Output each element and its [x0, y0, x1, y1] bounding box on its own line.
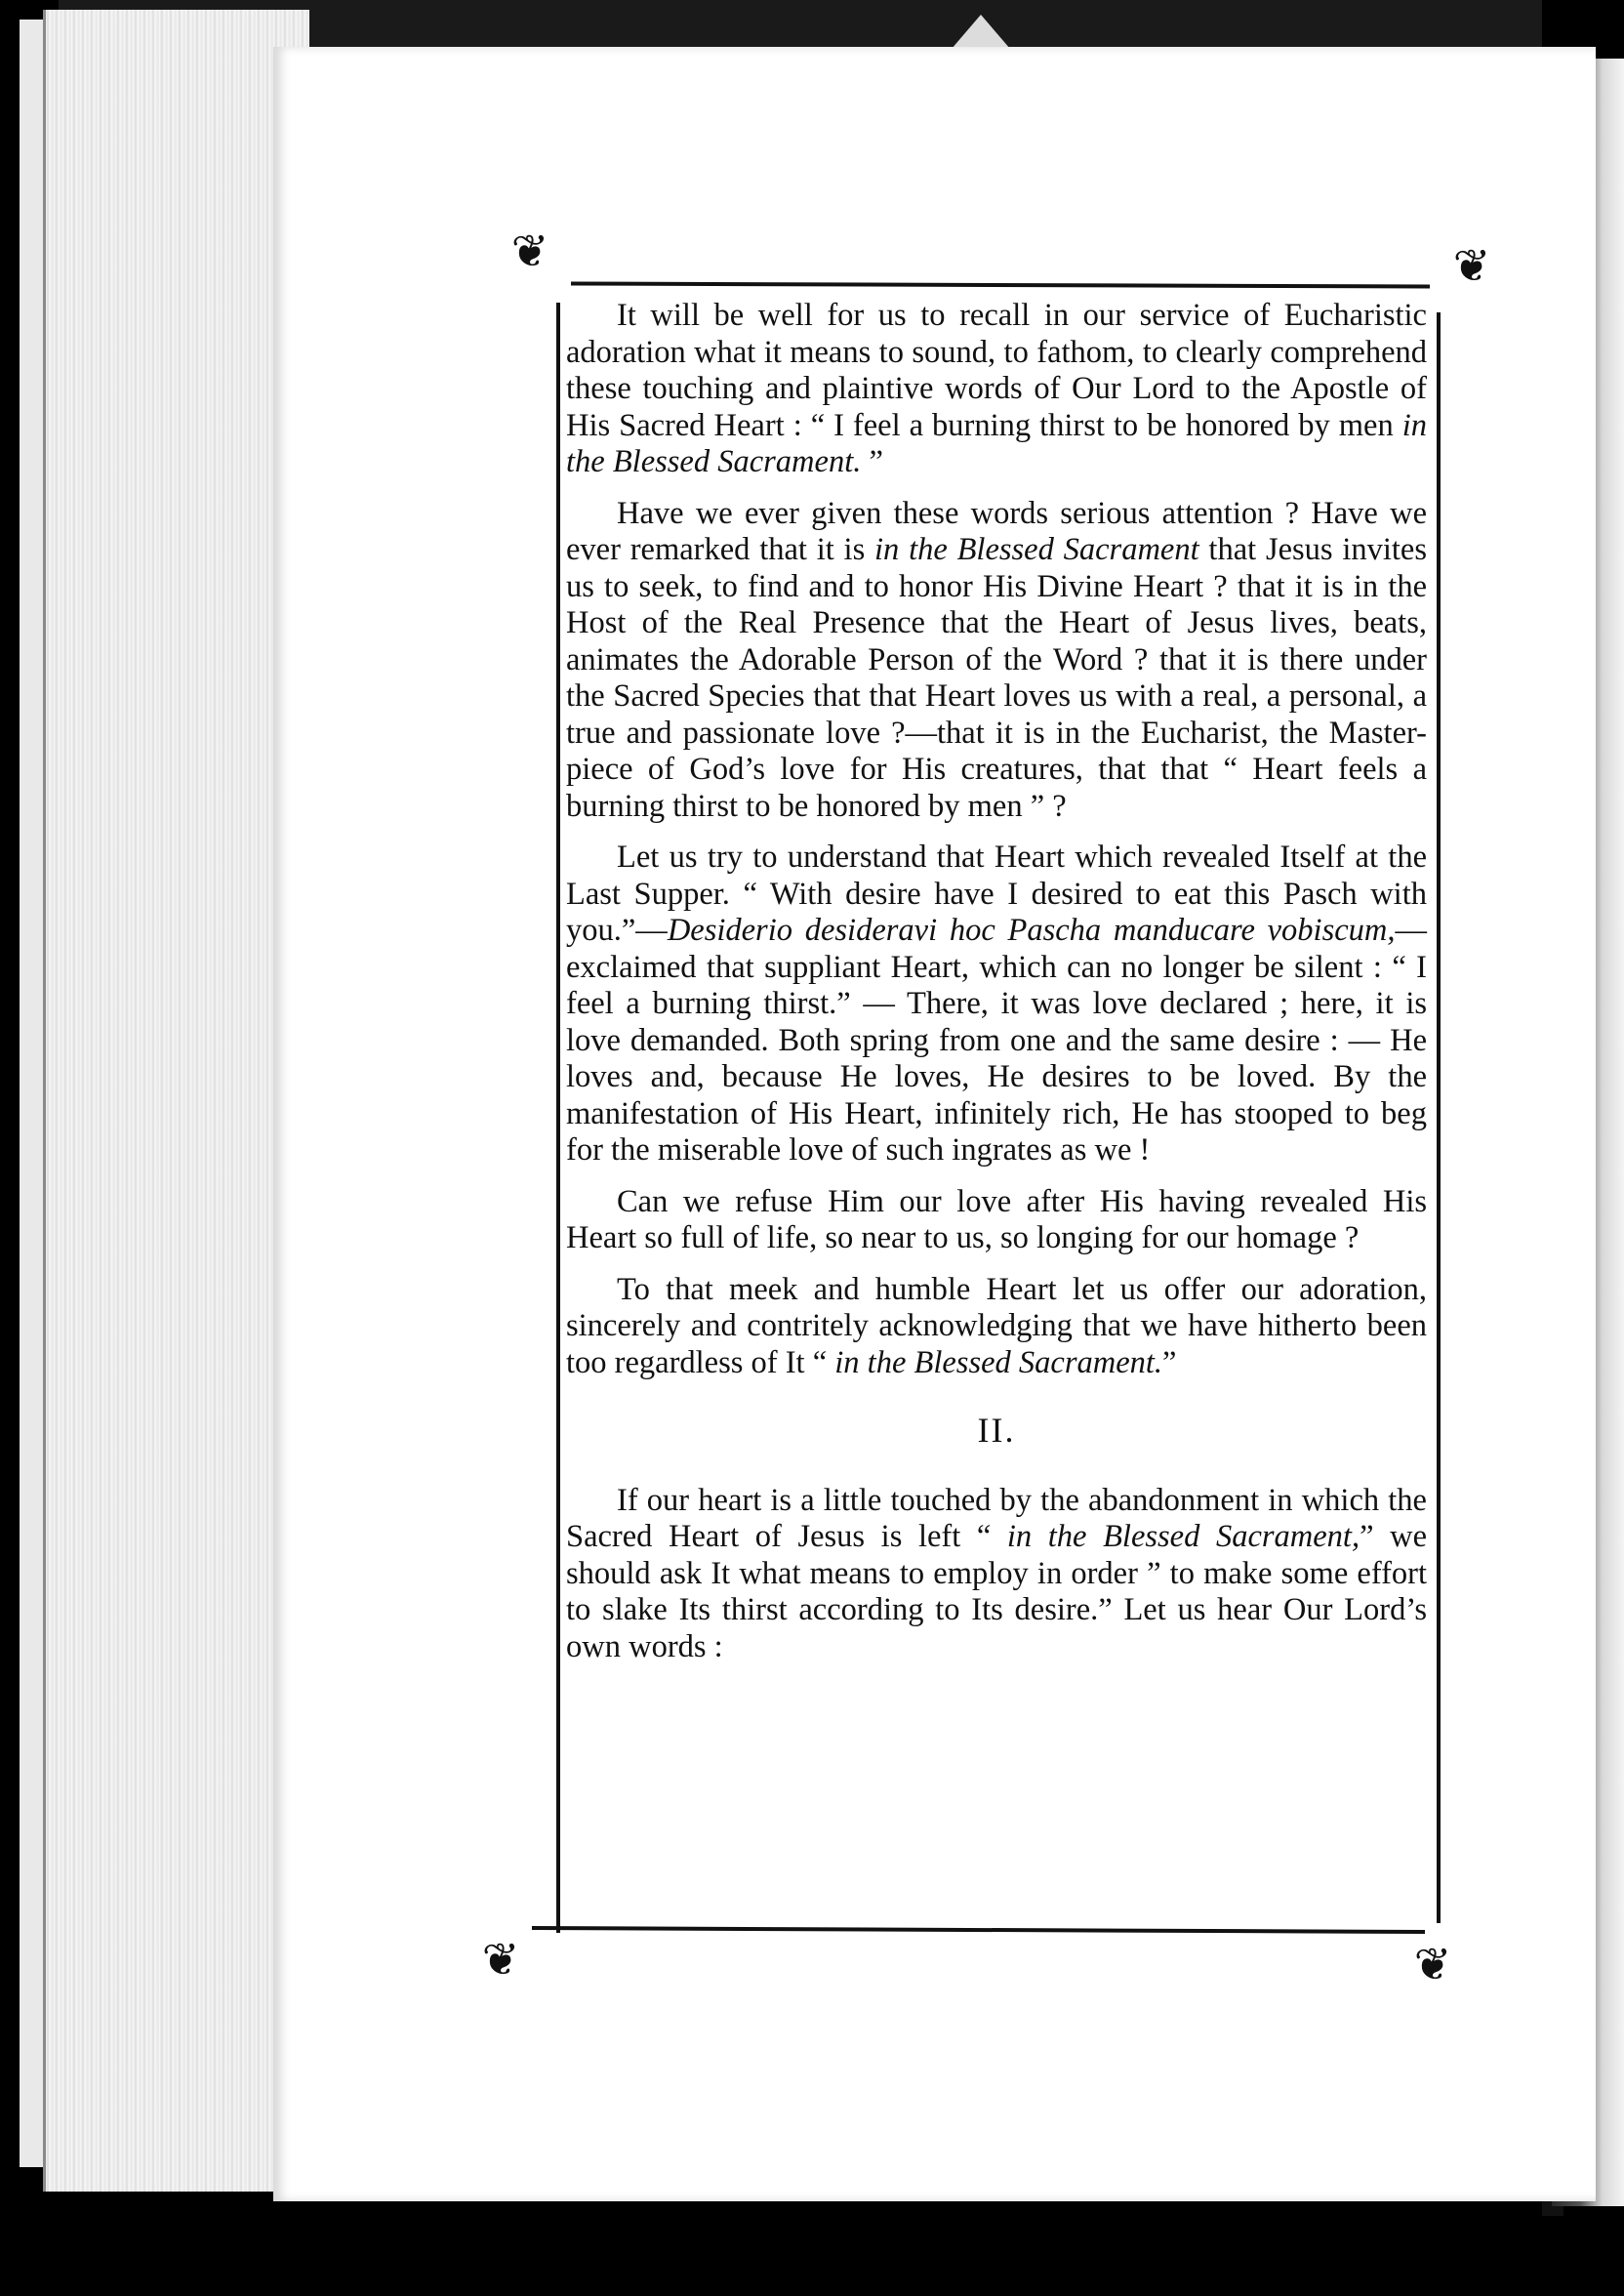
paragraph: [566, 1184, 1427, 1257]
text-run: To that meek and humble Heart let us offer our adoration, sincerely and contritely acknowledging that we have hitherto been too regardless of It “: [566, 1271, 1427, 1380]
italic-text: in the Blessed Sacrament,: [1006, 1519, 1360, 1554]
frame-left-rule: [556, 303, 560, 1933]
frame-right-rule: [1437, 312, 1441, 1923]
paragraph: [566, 1483, 1427, 1666]
section-heading: II.: [977, 1411, 1016, 1450]
grape-leaf-corner-icon: ❦: [1413, 1940, 1452, 1989]
text-run: If our heart is a little touched by the abandonment in which the Sacred Heart of Jesus is left “: [566, 1482, 1427, 1554]
text-run: ” we should ask It what means to employ in order ” to make some effort to slake Its thirst according to Its desire.” Let us hear Our Lord’s own words :: [566, 1519, 1427, 1664]
grape-leaf-corner-icon: ❦: [510, 226, 549, 276]
paragraph: [566, 496, 1427, 826]
text-run: —exclaimed that suppliant Heart, which can no longer be silent : “ I feel a burning thirst.” — There, it was love declared ; here, it is love demanded. Both spring from one and the same desire : — He loves and, because He loves, He desires to be loved. By the manifestation of His Heart, infinitely rich, He has stooped to beg for the miserable love of such ingrates as we !: [566, 913, 1427, 1168]
paragraph: [566, 840, 1427, 1169]
text-run: Have we ever given these words serious attention ? Have we ever remarked that it is: [566, 495, 1427, 567]
text-run: ”: [1162, 1344, 1177, 1380]
text-run: Can we refuse Him our love after His having revealed His Heart so full of life, so near to us, so longing for our homage ?: [566, 1183, 1427, 1255]
italic-text: in the Blessed Sacrament: [874, 532, 1199, 567]
text-run: Let us try to understand that Heart which revealed Itself at the Last Supper. “ With desire have I desired to eat this Pasch with you.”—: [566, 840, 1427, 948]
page-text: [566, 298, 1427, 1680]
paragraphs-before-heading: [566, 298, 1427, 1381]
grape-leaf-corner-icon: ❦: [481, 1935, 520, 1985]
frame-top-rule: [571, 281, 1430, 288]
text-run: It will be well for us to recall in our service of Eucharistic adoration what it means to sound, to fathom, to clearly comprehend these touching and plaintive words of Our Lord to the Apostle of His Sacred Heart : “ I feel a burning thirst to be honored by men: [566, 298, 1427, 443]
italic-text: in the Blessed Sacrament.: [834, 1344, 1163, 1380]
book-page-edges: [43, 10, 309, 2192]
paragraph: [566, 298, 1427, 481]
italic-text: in the Blessed Sacrament.: [566, 407, 1427, 479]
paragraphs-after-heading: [566, 1483, 1427, 1666]
italic-text: Desiderio desideravi hoc Pascha manducare vobiscum,: [667, 913, 1396, 948]
text-run: ”: [861, 444, 883, 479]
top-notch: [952, 15, 1010, 49]
paragraph: [566, 1272, 1427, 1382]
text-run: that Jesus invites us to seek, to find and to honor His Divine Heart ? that it is in the Host of the Real Presence that the Heart of Jesus lives, beats, animates the Adorable Person of the Word ? that it is there under the Sacred Species that that Heart loves us with a real, a personal, a true and passionate love ?—that it is in the Eucharist, the Master-piece of God’s love for His creatures, that that “ Heart feels a burning thirst to be honored by men ” ?: [566, 532, 1428, 824]
grape-leaf-corner-icon: ❦: [1452, 241, 1491, 291]
